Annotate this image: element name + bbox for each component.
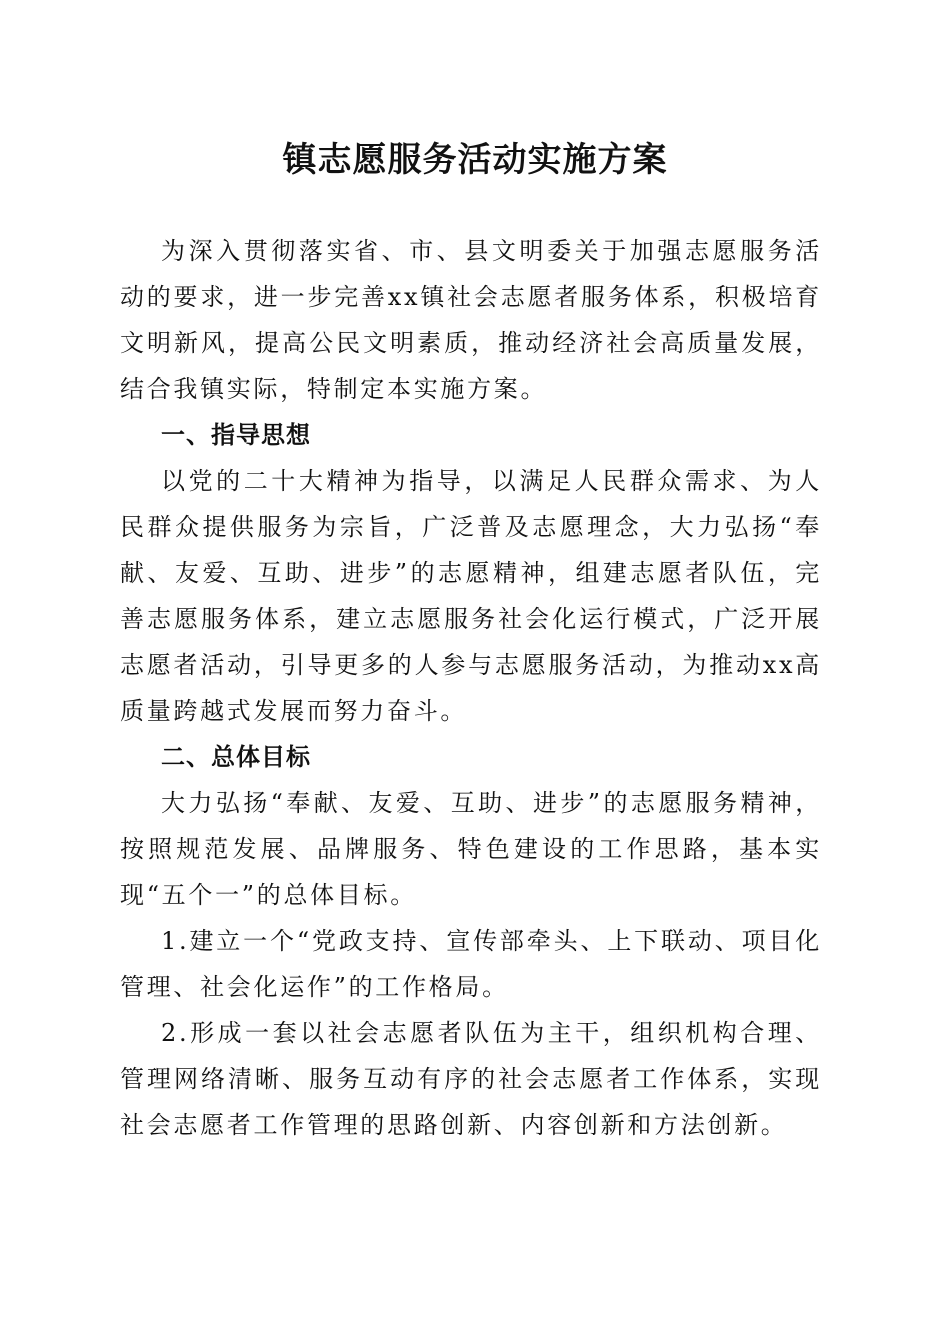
intro-paragraph: 为深入贯彻落实省、市、县文明委关于加强志愿服务活动的要求，进一步完善xx镇社会志愿者服务体系，积极培育文明新风，提高公民文明素质，推动经济社会高质量发展，结合我镇实际，特制定本实施方案。 [120,237,822,403]
section-heading-overall-goals: 二、总体目标 [161,743,311,771]
document-body [120,228,822,1148]
guiding-thought-paragraph: 以党的二十大精神为指导，以满足人民群众需求、为人民群众提供服务为宗旨，广泛普及志愿理念，大力弘扬“奉献、友爱、互助、进步”的志愿精神，组建志愿者队伍，完善志愿服务体系，建立志愿服务社会化运行模式，广泛开展志愿者活动，引导更多的人参与志愿服务活动，为推动xx高质量跨越式发展而努力奋斗。 [120,467,822,725]
goal-item-1: 1.建立一个“党政支持、宣传部牵头、上下联动、项目化管理、社会化运作”的工作格局。 [120,927,822,1001]
goal-item-2: 2.形成一套以社会志愿者队伍为主干，组织机构合理、管理网络清晰、服务互动有序的社会志愿者工作体系，实现社会志愿者工作管理的思路创新、内容创新和方法创新。 [120,1019,822,1139]
document-title: 镇志愿服务活动实施方案 [282,140,668,180]
section-heading-guiding-thought: 一、指导思想 [161,421,311,449]
overall-goals-paragraph: 大力弘扬“奉献、友爱、互助、进步”的志愿服务精神，按照规范发展、品牌服务、特色建设的工作思路，基本实现“五个一”的总体目标。 [120,789,822,909]
